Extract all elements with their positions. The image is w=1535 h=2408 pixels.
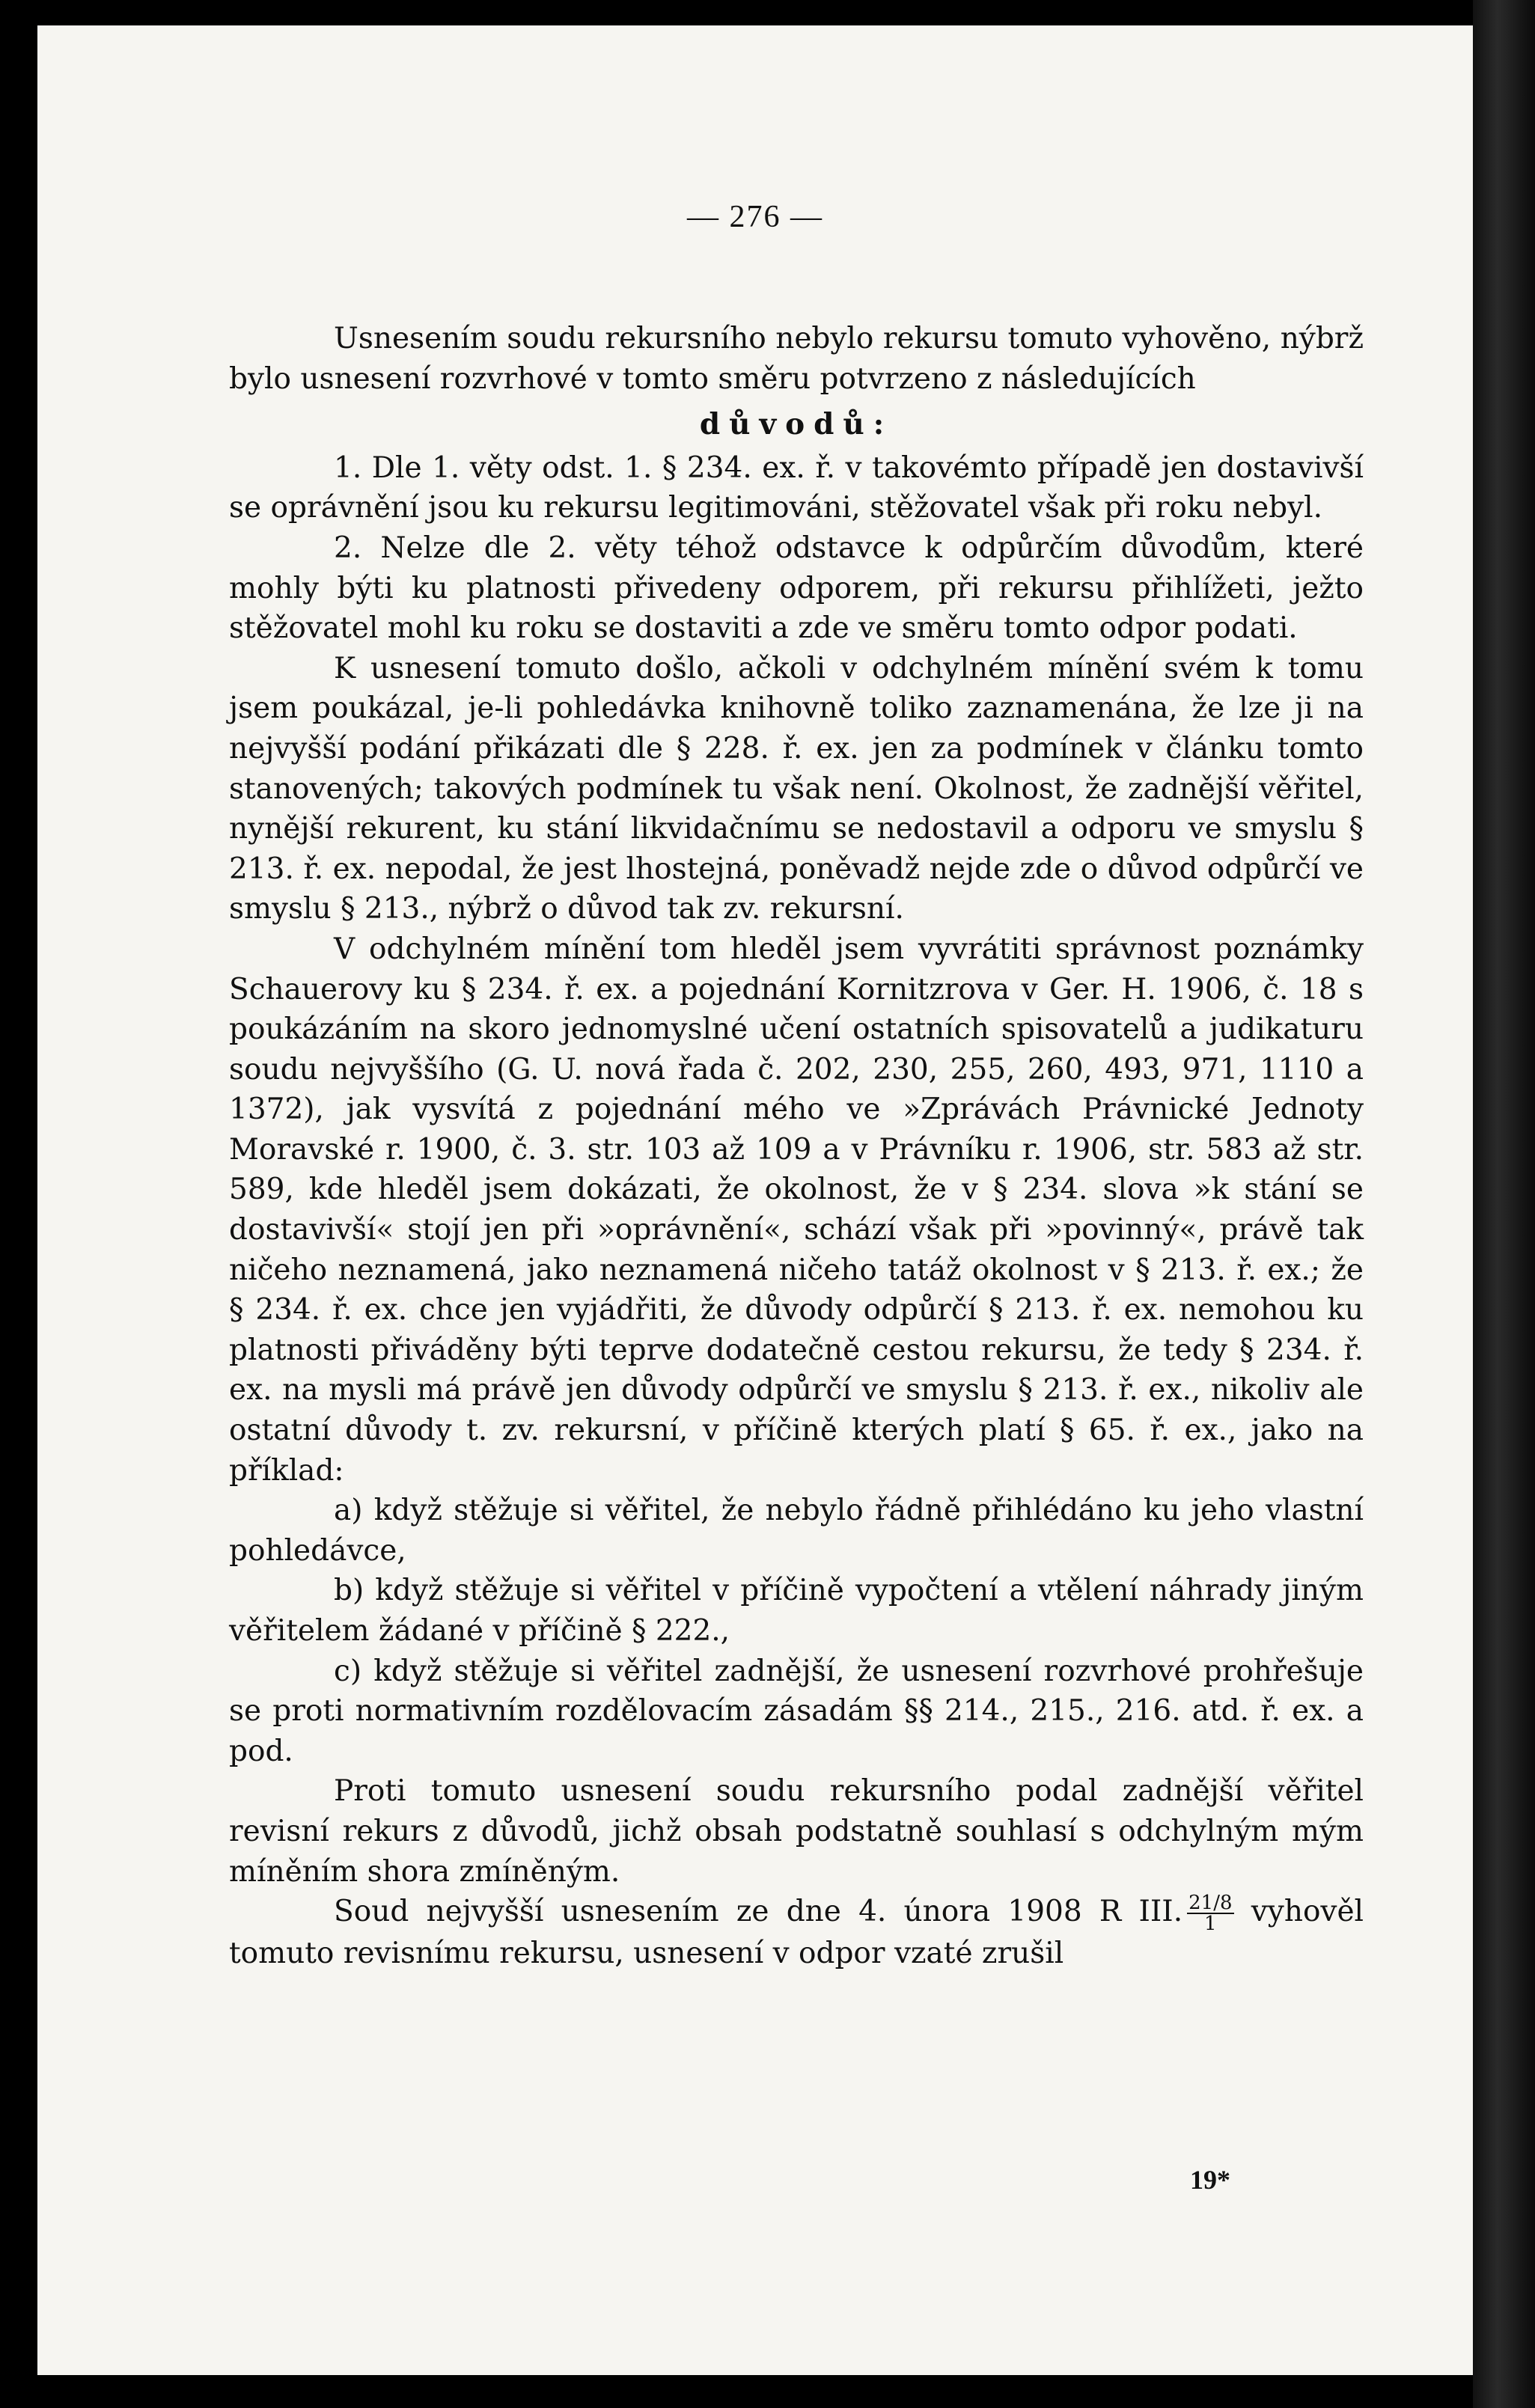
paragraph-final: [229, 1892, 1364, 1974]
section-heading: důvodů:: [699, 407, 894, 442]
list-item-c: c) když stěžuje si věřitel zadnější, že usnesení rozvrhové prohřešuje se proti normativním rozdělovacím zásadám §§ 214., 215., 216. atd. ř. ex. a pod.: [229, 1654, 1364, 1768]
list-item-a: a) když stěžuje si věřitel, že nebylo řádně přihlédáno ku jeho vlastní pohledávce,: [229, 1494, 1364, 1568]
paragraph-4: V odchylném mínění tom hleděl jsem vyvrátiti správnost poznámky Schauerovy ku § 234. ř. ex. a pojednání Kornitzrova v Ger. H. 1906, č. 18 s poukázáním na skoro jednomyslné učení ostatních spisovatelů a judikaturu soudu nejvyššího (G. U. nová řada č. 202, 230, 255, 260, 493, 971, 1110 a 1372), jak vysvítá z pojednání mého ve »Zprávách Právnické Jednoty Moravské r. 1900, č. 3. str. 103 až 109 a v Právníku r. 1906, str. 583 až str. 589, kde hleděl jsem dokázati, že okolnost, že v § 234. slova »k stání se dostavivší« stojí jen při »oprávnění«, schází však při »povinný«, právě tak ničeho neznamená, jako neznamená ničeho tatáž okolnost v § 213. ř. ex.; že § 234. ř. ex. chce jen vyjádřiti, že důvody odpůrčí § 213. ř. ex. nemohou ku platnosti přiváděny býti teprve dodatečně cestou rekursu, že tedy § 234. ř. ex. na mysli má právě jen důvody odpůrčí ve smyslu § 213. ř. ex., nikoliv ale ostatní důvody t. zv. rekursní, v příčině kterých platí § 65. ř. ex., jako na příklad:: [229, 932, 1364, 1488]
paragraph-2: 2. Nelze dle 2. věty téhož odstavce k odpůrčím důvodům, které mohly býti ku platnosti přivedeny odporem, při rekursu přihlížeti, ježto stěžovatel mohl ku roku se dostaviti a zde ve směru tomto odpor podati.: [229, 531, 1364, 646]
signature-mark: 19*: [1190, 2165, 1230, 2195]
fraction-numerator: 21/8: [1188, 1892, 1233, 1915]
scan-edge: [1473, 0, 1535, 2408]
paragraph-1: 1. Dle 1. věty odst. 1. § 234. ex. ř. v takovémto případě jen dostavivší se oprávnění jsou ku rekursu legitimováni, stěžovatel však při roku nebyl.: [229, 450, 1364, 525]
paragraph-revision: Proti tomuto usnesení soudu rekursního podal zadnější věřitel revisní rekurs z důvodů, jichž obsah podstatně souhlasí s odchylným mým míněním shora zmíněným.: [229, 1774, 1364, 1889]
intro-paragraph: Usnesením soudu rekursního nebylo rekursu tomuto vyhověno, nýbrž bylo usnesení rozvrhové v tomto směru potvrzeno z následujících: [229, 322, 1364, 396]
page-number: — 276 —: [687, 200, 823, 234]
list-item-b: b) když stěžuje si věřitel v příčině vypočtení a vtělení náhrady jiným věřitelem žádané v příčině § 222.,: [229, 1574, 1364, 1648]
paragraph-3: K usnesení tomuto došlo, ačkoli v odchylném mínění svém k tomu jsem poukázal, je-li pohledávka knihovně toliko zaznamenána, že lze ji na nejvyšší podání přikázati dle § 228. ř. ex. jen za podmínek v článku tomto stanovených; takových podmínek tu však není. Okolnost, že zadnější věřitel, nynější rekurent, ku stání likvidačnímu se nedostavil a odporu ve smyslu § 213. ř. ex. nepodal, že jest lhostejná, poněvadž nejde zde o důvod odpůrčí ve smyslu § 213., nýbrž o důvod tak zv. rekursní.: [229, 651, 1364, 926]
fraction-denominator: 1: [1204, 1913, 1217, 1936]
document-page: [37, 25, 1473, 2375]
final-end-text: vyhověl tomuto revisnímu rekursu, usnesení v odpor vzaté zrušil: [229, 1895, 1364, 1971]
final-start-text: Soud nejvyšší usnesením ze dne 4. února 1908 R III.: [334, 1895, 1183, 1929]
body-text: [229, 319, 1364, 1974]
decision-fraction: [1187, 1893, 1233, 1934]
